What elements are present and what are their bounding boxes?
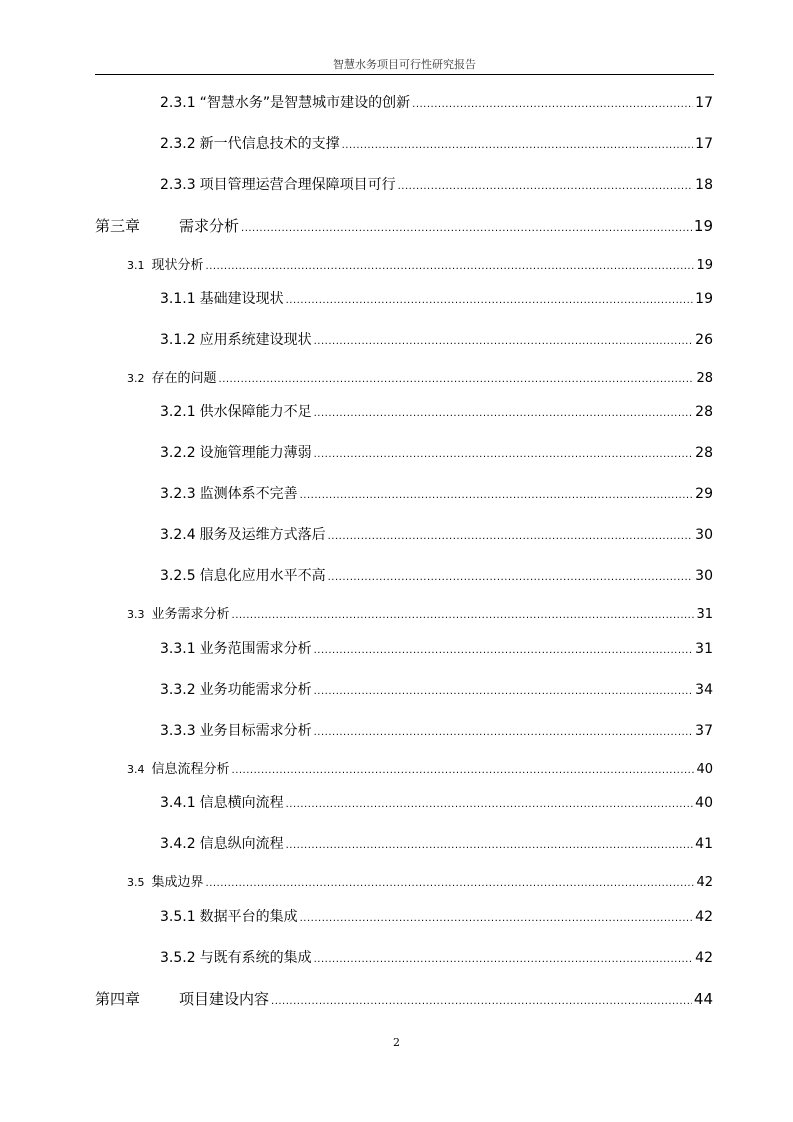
toc-entry-page: 19	[696, 258, 713, 273]
toc-entry-number: 3.3.2	[160, 682, 196, 698]
toc-entry-title: 集成边界	[151, 875, 204, 890]
toc-entry-title: 监测体系不完善	[199, 486, 298, 502]
toc-entry-number: 3.2.4	[160, 527, 196, 543]
page-number: 2	[393, 1036, 400, 1049]
toc-entry-title: 信息横向流程	[199, 795, 284, 811]
toc-entry[interactable]	[160, 92, 713, 112]
toc-entry-number: 3.4.2	[160, 836, 196, 852]
toc-entry[interactable]	[160, 833, 713, 853]
toc-entry-number: 3.3.1	[160, 641, 196, 657]
toc-entry[interactable]	[127, 758, 713, 778]
toc-entry-page: 40	[695, 795, 713, 811]
toc-entry[interactable]	[160, 524, 713, 544]
toc-entry-page: 29	[695, 486, 713, 502]
toc-dot-leader	[314, 645, 694, 656]
toc-entry-title: 项目管理运营合理保障项目可行	[199, 177, 396, 193]
toc-entry-page: 42	[695, 909, 713, 925]
toc-entry-number: 3.1.2	[160, 332, 196, 348]
toc-dot-leader	[314, 686, 694, 697]
toc-entry-title: 业务范围需求分析	[199, 641, 312, 657]
toc-dot-leader	[286, 840, 694, 851]
toc-entry-page: 30	[695, 527, 713, 543]
toc-entry-number: 3.3	[127, 608, 145, 621]
toc-entry-page: 42	[695, 950, 713, 966]
toc-entry[interactable]	[160, 442, 713, 462]
toc-entry-page: 30	[695, 568, 713, 584]
toc-entry[interactable]	[95, 988, 713, 1008]
toc-entry[interactable]	[160, 792, 713, 812]
toc-dot-leader	[412, 99, 693, 110]
toc-dot-leader	[342, 140, 694, 151]
toc-entry-number: 3.3.3	[160, 723, 196, 739]
toc-entry-number: 3.2.1	[160, 404, 196, 420]
toc-entry[interactable]	[127, 603, 713, 623]
toc-entry-title: 应用系统建设现状	[199, 332, 312, 348]
toc-entry-number: 3.4.1	[160, 795, 196, 811]
toc-dot-leader	[314, 336, 694, 347]
toc-entry-title: 业务功能需求分析	[199, 682, 312, 698]
toc-dot-leader	[300, 913, 694, 924]
toc-dot-leader	[206, 261, 695, 272]
toc-entry-page: 42	[696, 875, 713, 890]
toc-entry-page: 28	[695, 445, 713, 461]
toc-entry[interactable]	[160, 720, 713, 740]
toc-entry-page: 40	[696, 762, 713, 777]
toc-dot-leader	[271, 996, 692, 1007]
toc-entry[interactable]	[95, 215, 713, 235]
toc-entry-page: 17	[695, 136, 713, 152]
toc-dot-leader	[232, 610, 695, 621]
toc-entry-title: 设施管理能力薄弱	[199, 445, 312, 461]
toc-entry[interactable]	[160, 565, 713, 585]
toc-entry[interactable]	[127, 367, 713, 387]
toc-entry[interactable]	[160, 947, 713, 967]
toc-entry[interactable]	[160, 174, 713, 194]
toc-entry-number: 3.5.1	[160, 909, 196, 925]
toc-entry-title: 数据平台的集成	[199, 909, 298, 925]
toc-dot-leader	[232, 765, 695, 776]
toc-entry-page: 28	[696, 371, 713, 386]
toc-entry-title: 业务目标需求分析	[199, 723, 312, 739]
toc-entry-title: 供水保障能力不足	[199, 404, 312, 420]
toc-entry-number: 2.3.3	[160, 177, 196, 193]
toc-dot-leader	[328, 531, 694, 542]
toc-entry-number: 3.2.5	[160, 568, 196, 584]
toc-entry-title: 项目建设内容	[179, 990, 270, 1008]
toc-entry[interactable]	[160, 483, 713, 503]
toc-dot-leader	[219, 374, 695, 385]
toc-entry-page: 44	[693, 990, 713, 1008]
toc-entry-title: 信息化应用水平不高	[199, 568, 326, 584]
toc-dot-leader	[398, 181, 694, 192]
toc-entry-number: 3.2.3	[160, 486, 196, 502]
toc-entry[interactable]	[160, 638, 713, 658]
toc-dot-leader	[206, 878, 695, 889]
toc-entry-title: 业务需求分析	[151, 607, 230, 622]
toc-entry-number: 2.3.1	[160, 95, 196, 111]
toc-entry-page: 37	[695, 723, 713, 739]
toc-entry-title: 基础建设现状	[199, 291, 284, 307]
toc-entry-number: 3.2.2	[160, 445, 196, 461]
toc-entry-page: 17	[695, 95, 713, 111]
toc-entry-page: 19	[695, 291, 713, 307]
toc-entry-title: “智慧水务”是智慧城市建设的创新	[199, 95, 411, 111]
toc-dot-leader	[314, 727, 694, 738]
toc-entry-title: 信息纵向流程	[199, 836, 284, 852]
toc-entry-number: 3.4	[127, 763, 145, 776]
toc-dot-leader	[286, 799, 694, 810]
toc-entry-page: 41	[695, 836, 713, 852]
toc-entry-number: 第四章	[95, 990, 141, 1008]
toc-dot-leader	[314, 408, 694, 419]
toc-entry-page: 18	[695, 177, 713, 193]
toc-dot-leader	[328, 572, 694, 583]
toc-entry-number: 第三章	[95, 217, 141, 235]
toc-entry[interactable]	[160, 133, 713, 153]
running-header: 智慧水务项目可行性研究报告	[333, 58, 476, 71]
toc-dot-leader	[300, 490, 694, 501]
toc-entry-number: 3.2	[127, 372, 145, 385]
toc-entry[interactable]	[160, 329, 713, 349]
toc-entry-title: 与既有系统的集成	[199, 950, 312, 966]
toc-entry-page: 26	[695, 332, 713, 348]
toc-dot-leader	[314, 954, 694, 965]
toc-entry-title: 现状分析	[151, 258, 204, 273]
toc-entry[interactable]	[127, 254, 713, 274]
toc-entry-page: 31	[696, 607, 713, 622]
toc-entry-title: 新一代信息技术的支撑	[199, 136, 340, 152]
toc-entry-title: 需求分析	[179, 217, 240, 235]
toc-entry-number: 3.1.1	[160, 291, 196, 307]
toc-dot-leader	[286, 295, 694, 306]
toc-entry-number: 3.1	[127, 259, 145, 272]
toc-entry-number: 2.3.2	[160, 136, 196, 152]
toc-dot-leader	[314, 449, 694, 460]
toc-entry-page: 31	[695, 641, 713, 657]
toc-entry-page: 28	[695, 404, 713, 420]
toc-entry-title: 信息流程分析	[151, 762, 230, 777]
toc-entry-number: 3.5	[127, 876, 145, 889]
toc-entry-title: 服务及运维方式落后	[199, 527, 326, 543]
toc-entry[interactable]	[160, 401, 713, 421]
toc-entry[interactable]	[160, 288, 713, 308]
toc-entry-number: 3.5.2	[160, 950, 196, 966]
toc-dot-leader	[241, 223, 692, 234]
toc-entry[interactable]	[160, 679, 713, 699]
toc-entry[interactable]	[160, 906, 713, 926]
toc-entry-title: 存在的问题	[151, 371, 217, 386]
toc-entry[interactable]	[127, 871, 713, 891]
toc-entry-page: 34	[695, 682, 713, 698]
toc-entry-page: 19	[693, 217, 713, 235]
